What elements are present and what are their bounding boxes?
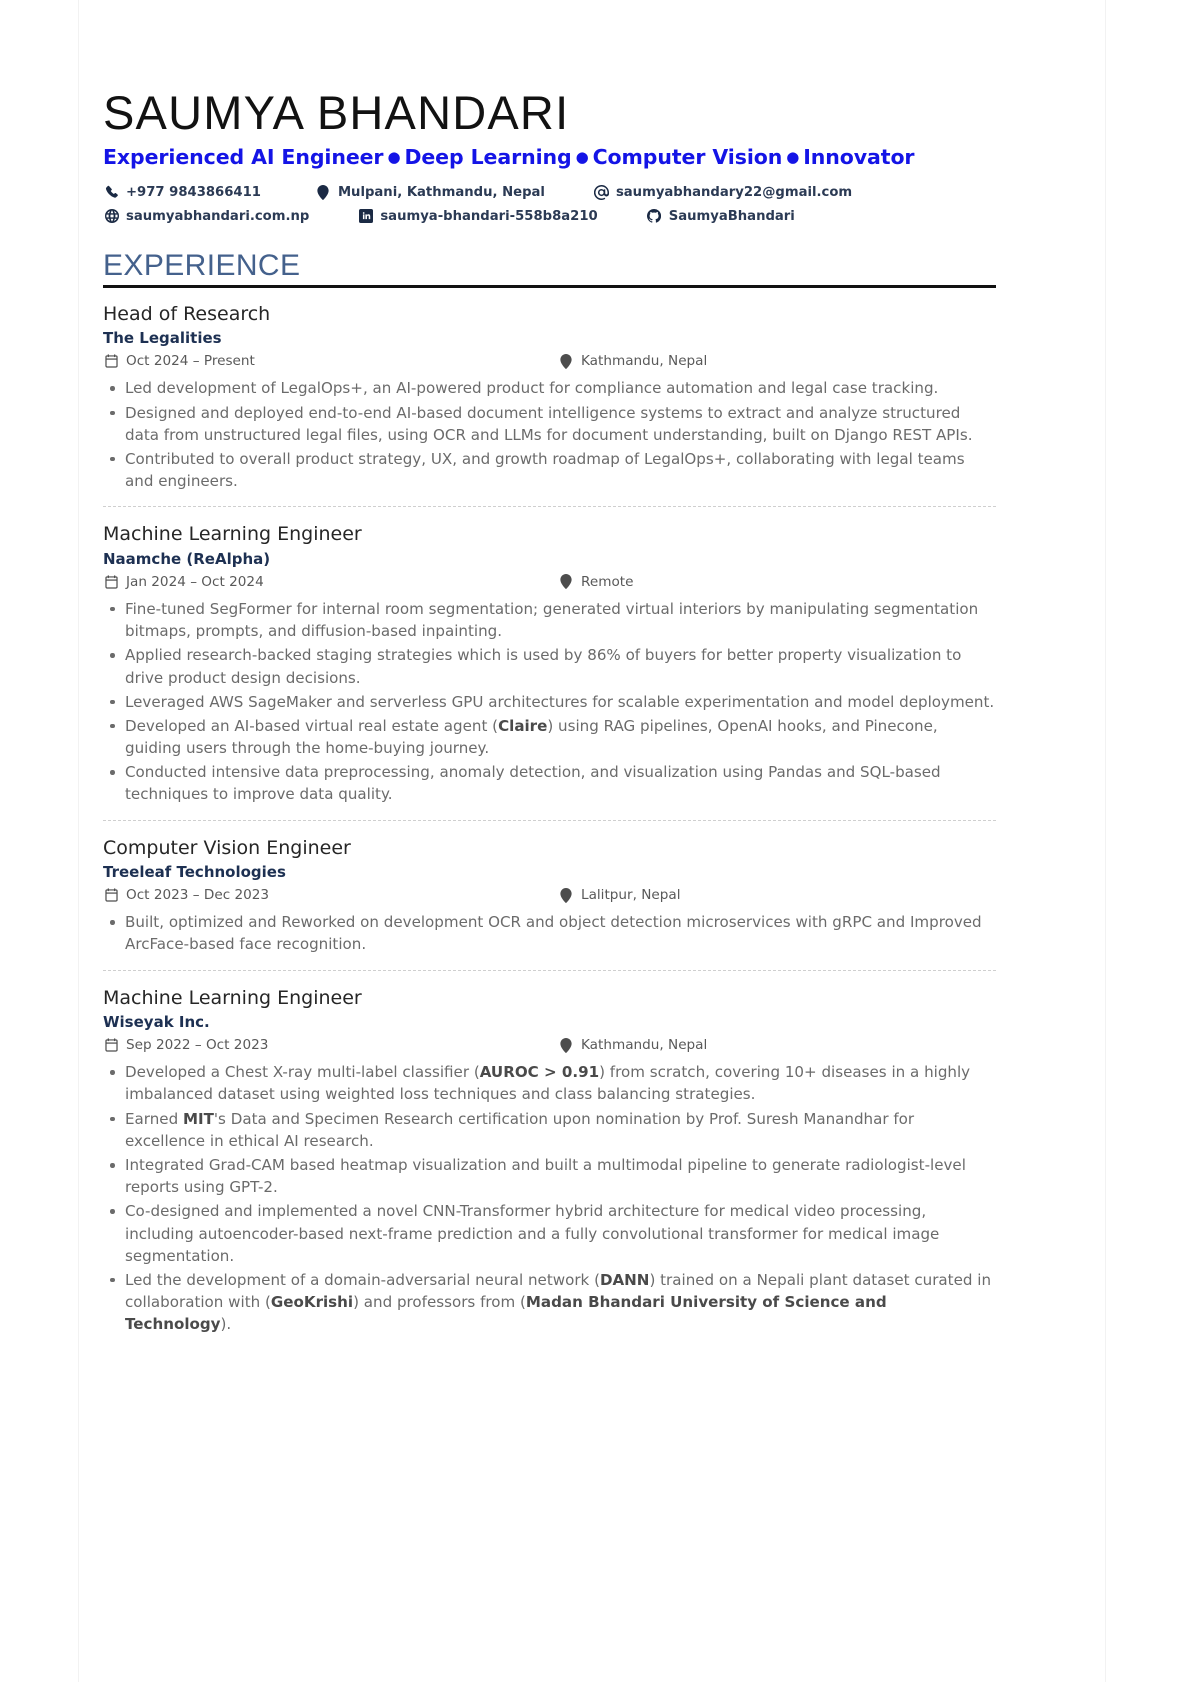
location-pin-icon bbox=[558, 1037, 574, 1053]
entry-date-text: Sep 2022 – Oct 2023 bbox=[126, 1037, 269, 1054]
entry-bullet: Led the development of a domain-adversarial neural network (DANN) trained on a Nepali plant dataset curated in collaboration with (GeoKrishi) and professors from (Madan Bhandari University of Science and Technology). bbox=[103, 1269, 996, 1336]
entry-meta bbox=[103, 574, 996, 590]
location-pin-icon bbox=[558, 574, 574, 590]
candidate-name: SAUMYA BHANDARI bbox=[103, 86, 570, 139]
entry-meta bbox=[103, 1037, 996, 1053]
entry-location bbox=[558, 574, 633, 590]
entry-location-text: Lalitpur, Nepal bbox=[581, 887, 681, 904]
contact-text: SaumyaBhandari bbox=[668, 208, 795, 224]
contact-text: +977 9843866411 bbox=[126, 184, 261, 200]
entry-location bbox=[558, 887, 681, 903]
contact-item-github[interactable] bbox=[646, 209, 795, 224]
location-pin-icon bbox=[315, 185, 332, 200]
contact-item-linkedin[interactable] bbox=[357, 209, 597, 224]
entry-divider bbox=[103, 970, 996, 971]
resume-header bbox=[103, 88, 996, 224]
contact-item-location-pin[interactable] bbox=[315, 185, 545, 200]
entry-bullet-list bbox=[103, 377, 996, 492]
location-pin-icon bbox=[558, 353, 574, 369]
entry-organization: Treeleaf Technologies bbox=[103, 863, 286, 882]
entry-bullet-list bbox=[103, 598, 996, 806]
entry-bullet: Integrated Grad-CAM based heatmap visualization and built a multimodal pipeline to generate radiologist-level reports using GPT-2. bbox=[103, 1154, 996, 1198]
contact-item-globe[interactable] bbox=[103, 209, 309, 224]
tagline-part: Innovator bbox=[803, 144, 915, 169]
entry-job-title: Machine Learning Engineer bbox=[103, 986, 362, 1009]
page-edge-right bbox=[1105, 0, 1106, 1682]
resume-sections bbox=[103, 248, 996, 1336]
entry-location-text: Kathmandu, Nepal bbox=[581, 353, 708, 370]
entry-bullet: Co-designed and implemented a novel CNN-Transformer hybrid architecture for medical video processing, including autoencoder-based next-frame prediction and a fully convolutional transformer for medical image segmentation. bbox=[103, 1200, 996, 1267]
entry-date-text: Oct 2023 – Dec 2023 bbox=[126, 887, 270, 904]
entry-divider bbox=[103, 820, 996, 821]
entry-bullet: Led development of LegalOps+, an AI-powered product for compliance automation and legal case tracking. bbox=[103, 377, 996, 399]
experience-entry bbox=[103, 986, 996, 1336]
calendar-icon bbox=[103, 1037, 119, 1053]
calendar-icon bbox=[103, 353, 119, 369]
experience-entry bbox=[103, 836, 996, 956]
contact-text: saumya-bhandari-558b8a210 bbox=[380, 208, 598, 224]
contact-row-2 bbox=[103, 209, 996, 224]
tagline-separator-dot: ● bbox=[786, 147, 800, 166]
entry-bullet: Contributed to overall product strategy, UX, and growth roadmap of LegalOps+, collaborating with legal teams and engineers. bbox=[103, 448, 996, 492]
linkedin-icon bbox=[357, 209, 374, 224]
entry-meta bbox=[103, 353, 996, 369]
tagline-part: Computer Vision bbox=[592, 144, 783, 169]
globe-icon bbox=[103, 209, 120, 224]
contact-row-1 bbox=[103, 185, 996, 200]
entry-organization: Wiseyak Inc. bbox=[103, 1013, 210, 1032]
entry-job-title: Head of Research bbox=[103, 302, 271, 325]
entry-job-title: Computer Vision Engineer bbox=[103, 836, 351, 859]
calendar-icon bbox=[103, 887, 119, 903]
at-email-icon bbox=[593, 185, 610, 200]
entry-bullet-list bbox=[103, 1061, 996, 1335]
contact-item-at-email[interactable] bbox=[593, 185, 852, 200]
contact-text: saumyabhandari.com.np bbox=[126, 208, 310, 224]
entry-bullet: Built, optimized and Reworked on development OCR and object detection microservices with gRPC and Improved ArcFace-based face recognition. bbox=[103, 911, 996, 955]
entry-bullet: Conducted intensive data preprocessing, anomaly detection, and visualization using Pandas and SQL-based techniques to improve data quality. bbox=[103, 761, 996, 805]
entry-bullet: Developed an AI-based virtual real estate agent (Claire) using RAG pipelines, OpenAI hooks, and Pinecone, guiding users through the home-buying journey. bbox=[103, 715, 996, 759]
entry-bullet-list bbox=[103, 911, 996, 955]
location-pin-icon bbox=[558, 887, 574, 903]
entry-date bbox=[103, 574, 558, 590]
entry-bullet: Designed and deployed end-to-end AI-based document intelligence systems to extract and analyze structured data from unstructured legal files, using OCR and LLMs for document understanding, built on Django REST APIs. bbox=[103, 402, 996, 446]
tagline-part: Deep Learning bbox=[404, 144, 572, 169]
entry-bullet: Developed a Chest X-ray multi-label classifier (AUROC > 0.91) from scratch, covering 10+ diseases in a highly imbalanced dataset using weighted loss techniques and class balancing strategies. bbox=[103, 1061, 996, 1105]
entry-date bbox=[103, 887, 558, 903]
page-edge-left bbox=[78, 0, 79, 1682]
phone-icon bbox=[103, 185, 120, 200]
entry-meta bbox=[103, 887, 996, 903]
entry-bullet: Fine-tuned SegFormer for internal room segmentation; generated virtual interiors by manipulating segmentation bitmaps, prompts, and diffusion-based inpainting. bbox=[103, 598, 996, 642]
entry-organization: Naamche (ReAlpha) bbox=[103, 549, 271, 568]
entry-organization: The Legalities bbox=[103, 329, 222, 348]
contact-item-phone[interactable] bbox=[103, 185, 261, 200]
entry-date bbox=[103, 1037, 558, 1053]
candidate-tagline bbox=[103, 145, 996, 169]
entry-bullet: Leveraged AWS SageMaker and serverless GPU architectures for scalable experimentation and model deployment. bbox=[103, 691, 996, 713]
entry-location-text: Kathmandu, Nepal bbox=[581, 1037, 708, 1054]
tagline-separator-dot: ● bbox=[387, 147, 401, 166]
entry-bullet: Applied research-backed staging strategies which is used by 86% of buyers for better property visualization to drive product design decisions. bbox=[103, 644, 996, 688]
section-rule bbox=[103, 285, 996, 288]
section-experience bbox=[103, 248, 996, 1336]
entry-bullet: Earned MIT's Data and Specimen Research certification upon nomination by Prof. Suresh Manandhar for excellence in ethical AI research. bbox=[103, 1108, 996, 1152]
entry-date-text: Oct 2024 – Present bbox=[126, 353, 255, 370]
entry-job-title: Machine Learning Engineer bbox=[103, 523, 362, 546]
experience-entry bbox=[103, 522, 996, 805]
entry-date-text: Jan 2024 – Oct 2024 bbox=[126, 573, 264, 590]
contact-text: Mulpani, Kathmandu, Nepal bbox=[337, 184, 545, 200]
github-icon bbox=[646, 209, 663, 224]
entry-location bbox=[558, 353, 707, 369]
entry-divider bbox=[103, 506, 996, 507]
calendar-icon bbox=[103, 574, 119, 590]
entry-location bbox=[558, 1037, 707, 1053]
tagline-separator-dot: ● bbox=[575, 147, 589, 166]
resume-content bbox=[103, 88, 996, 1340]
experience-entry bbox=[103, 302, 996, 493]
entry-location-text: Remote bbox=[581, 573, 634, 590]
tagline-part: Experienced AI Engineer bbox=[103, 144, 384, 169]
contact-text: saumyabhandary22@gmail.com bbox=[615, 184, 853, 200]
entry-date bbox=[103, 353, 558, 369]
section-heading: EXPERIENCE bbox=[103, 248, 301, 282]
